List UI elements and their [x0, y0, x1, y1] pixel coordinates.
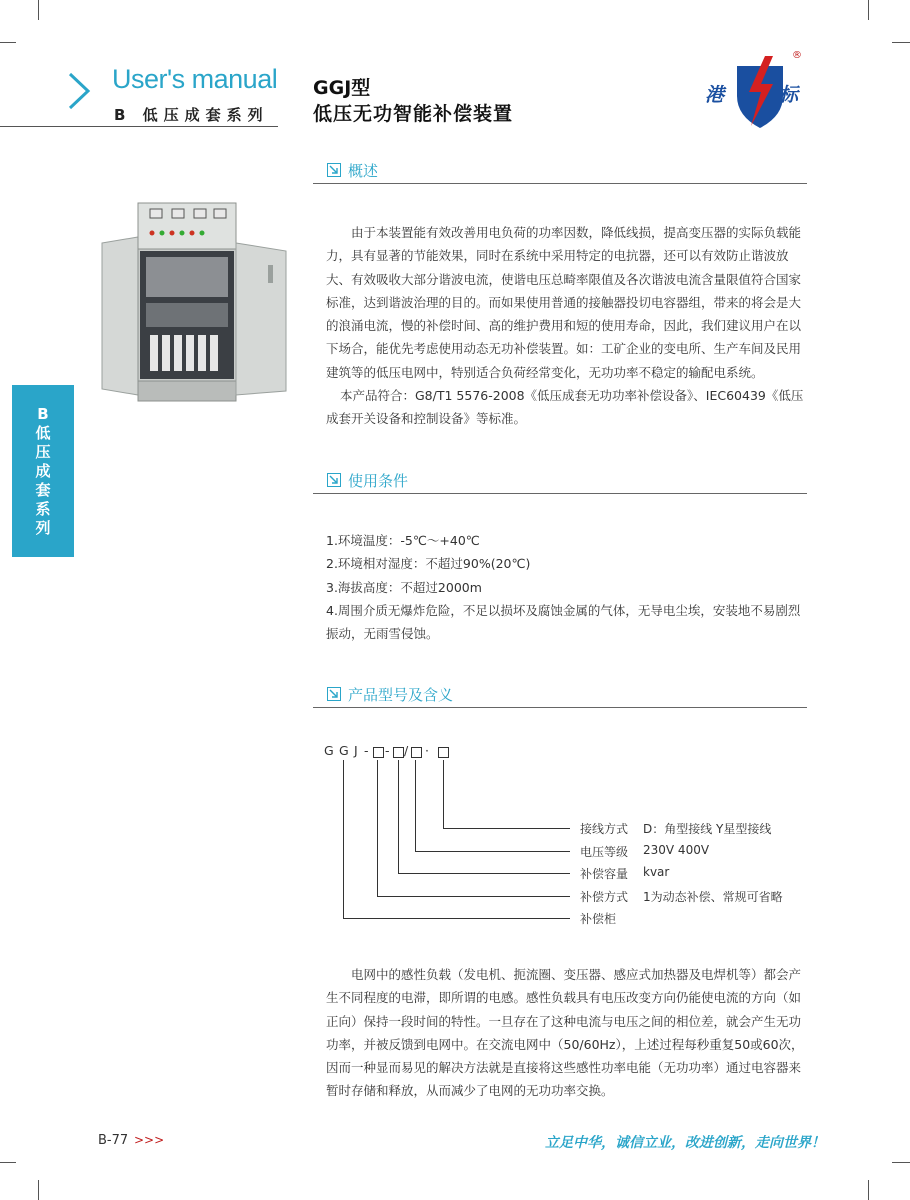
- leader-line: [343, 760, 344, 918]
- model-code-box: [393, 747, 404, 758]
- model-code-box: [438, 747, 449, 758]
- model-code-char: J: [354, 743, 358, 758]
- side-tab-label: B 低 压 成 套 系 列: [35, 405, 51, 537]
- header-divider: [0, 126, 278, 127]
- model-label-name: 接线方式: [580, 822, 629, 836]
- leader-line: [415, 760, 416, 851]
- logo-text-left: 港: [705, 84, 725, 106]
- leader-line: [377, 896, 570, 897]
- model-label-value: kvar: [643, 865, 670, 879]
- model-label-name: 补偿容量: [580, 867, 629, 881]
- model-label-value: 230V 400V: [643, 843, 710, 857]
- conditions-list: [326, 529, 808, 645]
- crop-mark: [0, 42, 16, 43]
- crop-mark: [892, 1162, 910, 1163]
- model-code-box: [373, 747, 384, 758]
- section-arrow-icon: [327, 163, 341, 177]
- crop-mark: [38, 0, 39, 20]
- model-label-value: D：角型接线 Y星型接线: [643, 822, 772, 836]
- overview-paragraph: 本产品符合：G8/T1 5576-2008《低压成套无功功率补偿设备》、IEC60439《低压成套开关设备和控制设备》等标准。: [326, 388, 804, 427]
- explanation-paragraph: 电网中的感性负载（发电机、扼流圈、变压器、感应式加热器及电焊机等）都会产生不同程度的电滞，即所谓的电感。感性负载具有电压改变方向仍能使电流的方向（如正向）保持一段时间的特性。一旦存在了这种电流与电压之间的相位差，就会产生无功功率，并被反馈到电网中。在交流电网中（50/60Hz），上述过程每秒重复50或60次，因而一种显而易见的解决方法就是直接将这些感性功率电能（无功功率）通过电容器来暂时存储和释放，从而减少了电网的无功功率交换。: [326, 967, 804, 1099]
- page-number: B-77: [98, 1133, 129, 1148]
- model-label-name: 补偿方式: [580, 890, 629, 904]
- section-arrow-icon: [327, 473, 341, 487]
- product-cabinet-image: [100, 195, 290, 410]
- model-code-char: /: [404, 743, 409, 758]
- model-code-char: G: [339, 743, 349, 758]
- model-label-name: 电压等级: [580, 845, 629, 859]
- leader-line: [398, 760, 399, 873]
- company-slogan: 立足中华，诚信立业，改进创新，走向世界！: [545, 1135, 825, 1151]
- crop-mark: [868, 0, 869, 20]
- leader-line: [398, 873, 570, 874]
- manual-title: User's manual: [112, 64, 278, 94]
- section-divider: [313, 183, 807, 184]
- overview-paragraph: 由于本装置能有效改善用电负荷的功率因数，降低线损，提高变压器的实际负载能力，具有显著的节能效果，同时在系统中采用特定的电抗器，还可以有效防止谐波放大、有效吸收大部分谐波电流，使谐电压总畸率限值及各次谐波电流含量限值符合国家标准，达到谐波治理的目的。而如果使用普通的接触器投切电容器组，带来的将会是大的浪涌电流，慢的补偿时间、高的维护费用和短的使用寿命，因此，我们建议用户在以下场合，能优先考虑使用动态无功补偿装置。如：工矿企业的变电所、生产车间及民用建筑等的低压电网中，特别适合负荷经常变化，无功功率不稳定的输配电系统。: [326, 225, 802, 380]
- chevron-right-icon: [64, 70, 94, 112]
- section-divider: [313, 707, 807, 708]
- series-label: B 低压成套系列: [114, 106, 269, 124]
- leader-line: [443, 760, 444, 828]
- crop-mark: [868, 1180, 869, 1200]
- section-divider: [313, 493, 807, 494]
- logo-text-right: 标: [779, 84, 799, 106]
- condition-item: 3.海拔高度：不超过2000m: [326, 579, 482, 595]
- condition-item: 2.环境相对湿度：不超过90%(20℃): [326, 556, 531, 572]
- model-code-char: -: [364, 743, 369, 758]
- product-name: 低压无功智能补偿装置: [313, 103, 514, 125]
- model-label-name: 补偿柜: [580, 912, 617, 926]
- section-title-overview: 概述: [348, 162, 379, 180]
- model-label-value: 1为动态补偿、常规可省略: [643, 890, 783, 904]
- crop-mark: [0, 1162, 16, 1163]
- page-arrows: >>>: [134, 1133, 165, 1147]
- condition-item: 4.周围介质无爆炸危险，不足以损坏及腐蚀金属的气体，无导电尘埃，安装地不易剧烈振动，无雨雪侵蚀。: [326, 602, 801, 642]
- crop-mark: [892, 42, 910, 43]
- model-code-char: G: [324, 743, 334, 758]
- leader-line: [377, 760, 378, 896]
- overview-body: [326, 221, 808, 431]
- model-code-char: ·: [425, 743, 429, 758]
- section-title-conditions: 使用条件: [348, 472, 409, 490]
- registered-mark: ®: [792, 50, 802, 61]
- section-arrow-icon: [327, 687, 341, 701]
- model-code-char: -: [385, 743, 390, 758]
- explanation-body: [326, 963, 808, 1103]
- leader-line: [443, 828, 570, 829]
- product-model: GGJ型: [313, 77, 371, 99]
- section-title-model: 产品型号及含义: [348, 686, 454, 704]
- leader-line: [343, 918, 570, 919]
- crop-mark: [38, 1180, 39, 1200]
- leader-line: [415, 851, 570, 852]
- condition-item: 1.环境温度：-5℃～+40℃: [326, 533, 480, 548]
- model-code-box: [411, 747, 422, 758]
